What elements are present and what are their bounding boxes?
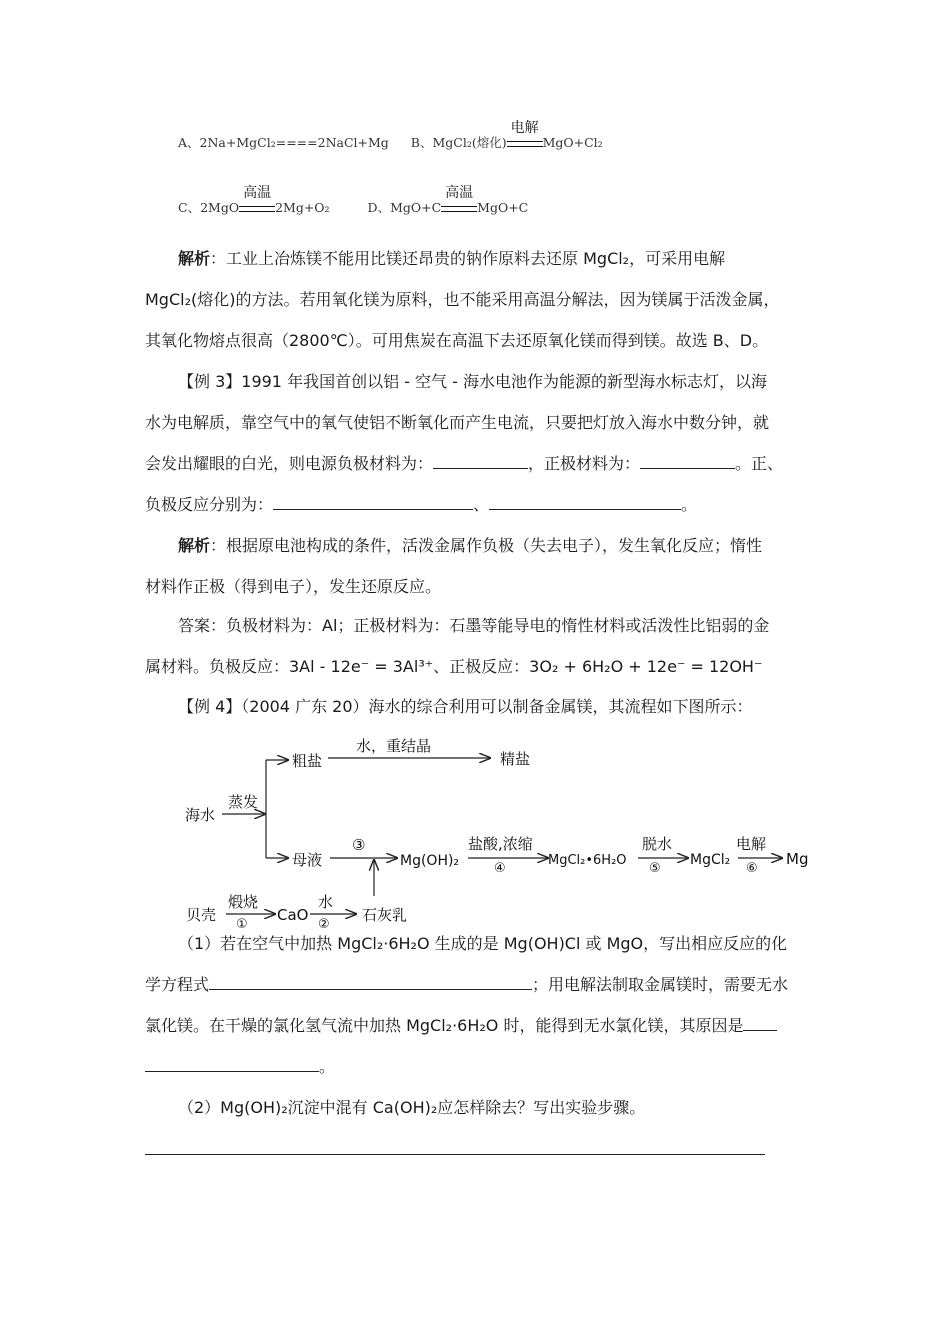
option-c-post: 2Mg+O₂ (275, 200, 330, 215)
answer-blank-reaction1[interactable] (273, 493, 473, 510)
example3-text-e: 、 (473, 495, 490, 514)
analysis1-line2: MgCl₂(熔化)的方法。若用氧化镁为原料，也不能采用高温分解法，因为镁属于活泼金属， (145, 290, 780, 309)
analysis2-line2: 材料作正极（得到电子），发生还原反应。 (145, 577, 442, 596)
question1-line3 (145, 1014, 777, 1038)
node-seawater: 海水 (185, 806, 216, 824)
example3-line3 (145, 452, 783, 476)
question1-line1: （1）若在空气中加热 MgCl₂·6H₂O 生成的是 Mg(OH)Cl 或 MgO，写出相应反应的化 (178, 934, 788, 953)
equal-bar (239, 206, 275, 212)
question1-line2 (145, 973, 788, 997)
condition-electrolysis (507, 120, 543, 155)
node-mother-liquor: 母液 (292, 851, 323, 869)
label-water: 水 (318, 893, 334, 911)
example3-text-f: 。 (681, 495, 698, 514)
analysis-label: 解析 (178, 249, 211, 268)
flow-diagram (0, 728, 950, 928)
node-cao: CaO (277, 906, 309, 924)
label-step6: ⑥ (746, 861, 758, 876)
label-step1: ① (236, 917, 248, 928)
option-b-pre: B、MgCl₂(熔化) (410, 135, 507, 150)
question1-text-c: 氯化镁。在干燥的氯化氢气流中加热 MgCl₂·6H₂O 时，能得到无水氯化镁，其原因是 (145, 1016, 744, 1035)
answer-line2: 属材料。负极反应：3Al - 12e⁻ = 3Al³⁺、正极反应：3O₂ + 6H₂O + 12e⁻ = 12OH⁻ (145, 657, 763, 676)
analysis-label: 解析 (178, 536, 211, 555)
answer-blank-negative[interactable] (433, 452, 528, 469)
answer-blank-positive[interactable] (640, 452, 735, 469)
answer-blank-reason-start[interactable] (743, 1014, 777, 1031)
node-shell: 贝壳 (186, 906, 217, 924)
equal-bar (507, 141, 543, 147)
label-calcine: 煅烧 (228, 893, 259, 911)
label-dehydrate: 脱水 (642, 835, 673, 853)
node-lime-milk: 石灰乳 (362, 906, 408, 924)
example3-line2: 水为电解质，靠空气中的氧气使铝不断氧化而产生电流，只要把灯放入海水中数分钟，就 (145, 413, 770, 432)
node-fine-salt: 精盐 (500, 750, 531, 768)
example3-text-b: ，正极材料为： (528, 454, 641, 473)
example3-text-a: 会发出耀眼的白光，则电源负极材料为： (145, 454, 434, 473)
analysis2-text1: ：根据原电池构成的条件，活泼金属作负极（失去电子），发生氧化反应；惰性 (210, 536, 763, 555)
analysis2-line1 (178, 534, 762, 558)
question1-text-b: ；用电解法制取金属镁时，需要无水 (532, 975, 789, 994)
answer-blank-steps[interactable] (145, 1154, 765, 1155)
label-step4: ④ (494, 861, 506, 876)
node-mgcl2: MgCl₂ (690, 852, 731, 868)
question1-text-a: 学方程式 (145, 975, 210, 994)
label-evaporate: 蒸发 (228, 793, 259, 811)
example3-line1: 【例 3】1991 年我国首创以铝 - 空气 - 海水电池作为能源的新型海水标志灯，以海 (178, 372, 767, 391)
example3-line4 (145, 493, 697, 517)
analysis1-line1 (178, 247, 725, 271)
option-c-pre: C、2MgO (178, 200, 240, 215)
example3-text-c: 。正、 (735, 454, 784, 473)
label-step5: ⑤ (649, 861, 661, 876)
label-step2: ② (318, 917, 330, 928)
example4-line1: 【例 4】（2004 广东 20）海水的综合利用可以制备金属镁，其流程如下图所示： (178, 697, 753, 716)
answer-blank-reaction2[interactable] (489, 493, 681, 510)
node-mgoh2: Mg(OH)₂ (400, 853, 460, 869)
label-acid-concentrate: 盐酸,浓缩 (468, 835, 533, 853)
answer-blank-reason-end[interactable] (145, 1055, 319, 1072)
node-mgcl2-6h2o: MgCl₂•6H₂O (548, 853, 627, 868)
analysis1-text1: ：工业上冶炼镁不能用比镁还昂贵的钠作原料去还原 MgCl₂，可采用电解 (210, 249, 726, 268)
condition-label: 电解 (510, 120, 539, 136)
option-d-post: MgO+C (477, 200, 529, 215)
options-row-ab (178, 120, 603, 155)
option-b-post: MgO+Cl₂ (542, 135, 603, 150)
question2-line1: （2）Mg(OH)₂沉淀中混有 Ca(OH)₂应怎样除去？写出实验步骤。 (178, 1098, 646, 1117)
analysis1-line3: 其氧化物熔点很高（2800℃）。可用焦炭在高温下去还原氧化镁而得到镁。故选 B、D。 (145, 331, 769, 350)
answer-blank-equation[interactable] (209, 973, 532, 990)
answer-line1: 答案：负极材料为：Al；正极材料为：石墨等能导电的惰性材料或活泼性比铝弱的金 (178, 616, 770, 635)
label-water-recrystallize: 水，重结晶 (356, 737, 432, 755)
option-d-pre: D、MgO+C (367, 200, 442, 215)
node-crude-salt: 粗盐 (292, 752, 323, 770)
equal-bar (441, 206, 477, 212)
condition-high-temp-c (239, 185, 275, 220)
condition-high-temp-d (441, 185, 477, 220)
node-mg: Mg (786, 850, 809, 868)
question1-text-d: 。 (319, 1057, 336, 1076)
label-step3: ③ (352, 836, 366, 854)
label-electrolysis: 电解 (736, 835, 767, 853)
example3-text-d: 负极反应分别为： (145, 495, 274, 514)
condition-label: 高温 (243, 185, 272, 201)
option-a: A、2Na+MgCl₂====2NaCl+Mg (178, 135, 389, 150)
options-row-cd (178, 185, 529, 220)
condition-label: 高温 (445, 185, 474, 201)
question1-line4 (145, 1055, 335, 1079)
